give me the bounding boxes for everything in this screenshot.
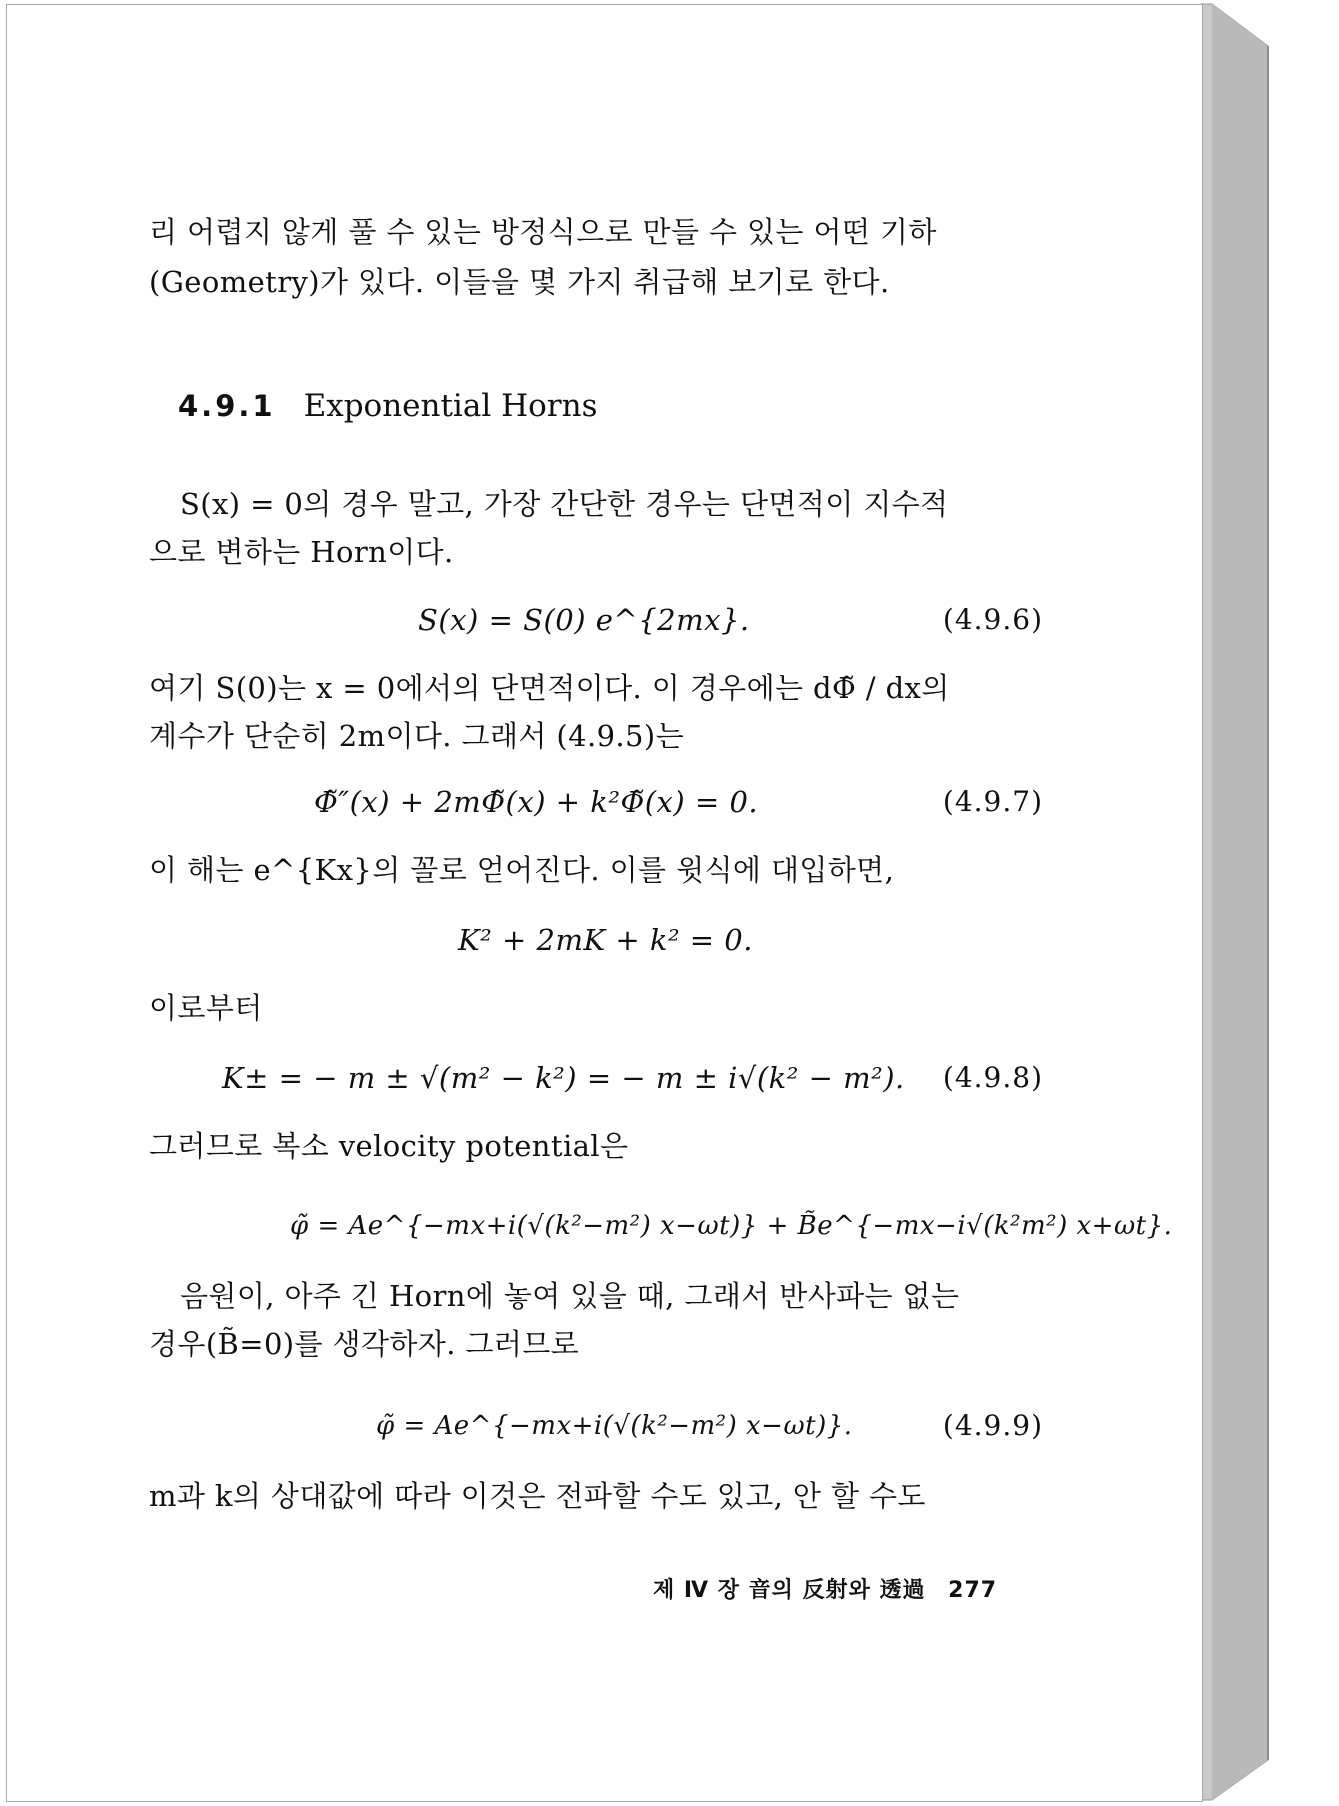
equation-characteristic: K² + 2mK + k² = 0. bbox=[458, 923, 753, 957]
section-title: Exponential Horns bbox=[303, 388, 598, 424]
para2-line-1: 여기 S(0)는 x = 0에서의 단면적이다. 이 경우에는 dΦ̃ / dx의 bbox=[149, 671, 950, 705]
equation-number-4-9-9: (4.9.9) bbox=[942, 1409, 1043, 1442]
section-heading bbox=[178, 386, 598, 426]
page-footer bbox=[653, 1576, 997, 1606]
equation-4-9-8: K± = − m ± √(m² − k²) = − m ± i√(k² − m²). bbox=[222, 1061, 905, 1095]
intro-line-2: (Geometry)가 있다. 이들을 몇 가지 취급해 보기로 한다. bbox=[149, 265, 890, 299]
para5-line: 그러므로 복소 velocity potential은 bbox=[149, 1129, 629, 1163]
equation-4-9-7: Φ̃″(x) + 2mΦ̃(x) + k²Φ̃(x) = 0. bbox=[314, 785, 759, 819]
equation-number-4-9-8: (4.9.8) bbox=[942, 1061, 1043, 1094]
para7-line: m과 k의 상대값에 따라 이것은 전파할 수도 있고, 안 할 수도 bbox=[149, 1479, 926, 1513]
para6-line-2: 경우(B̃=0)를 생각하자. 그러므로 bbox=[149, 1327, 580, 1361]
intro-line-1: 리 어렵지 않게 풀 수 있는 방정식으로 만들 수 있는 어떤 기하 bbox=[149, 215, 937, 249]
equation-velocity-potential: φ̃ = Ae^{−mx+i(√(k²−m²) x−ωt)} + B̃e^{−mx−i√(k²m²) x+ωt}. bbox=[290, 1211, 1173, 1241]
footer-chapter: 제 Ⅳ 장 音의 反射와 透過 bbox=[653, 1578, 926, 1603]
para1-line-1: S(x) = 0의 경우 말고, 가장 간단한 경우는 단면적이 지수적 bbox=[180, 487, 949, 521]
equation-number-4-9-7: (4.9.7) bbox=[942, 785, 1043, 818]
para6-line-1: 음원이, 아주 긴 Horn에 놓여 있을 때, 그래서 반사파는 없는 bbox=[180, 1279, 960, 1313]
equation-number-4-9-6: (4.9.6) bbox=[942, 603, 1043, 636]
section-number: 4.9.1 bbox=[178, 389, 276, 423]
equation-4-9-9: φ̃ = Ae^{−mx+i(√(k²−m²) x−ωt)}. bbox=[376, 1411, 853, 1441]
para1-line-2: 으로 변하는 Horn이다. bbox=[149, 535, 454, 569]
equation-4-9-6: S(x) = S(0) e^{2mx}. bbox=[418, 603, 750, 637]
para3-line: 이 해는 e^{Kx}의 꼴로 얻어진다. 이를 윗식에 대입하면, bbox=[149, 853, 895, 887]
footer-page-number: 277 bbox=[948, 1578, 998, 1603]
para4-line: 이로부터 bbox=[149, 991, 263, 1025]
para2-line-2: 계수가 단순히 2m이다. 그래서 (4.9.5)는 bbox=[149, 719, 685, 753]
